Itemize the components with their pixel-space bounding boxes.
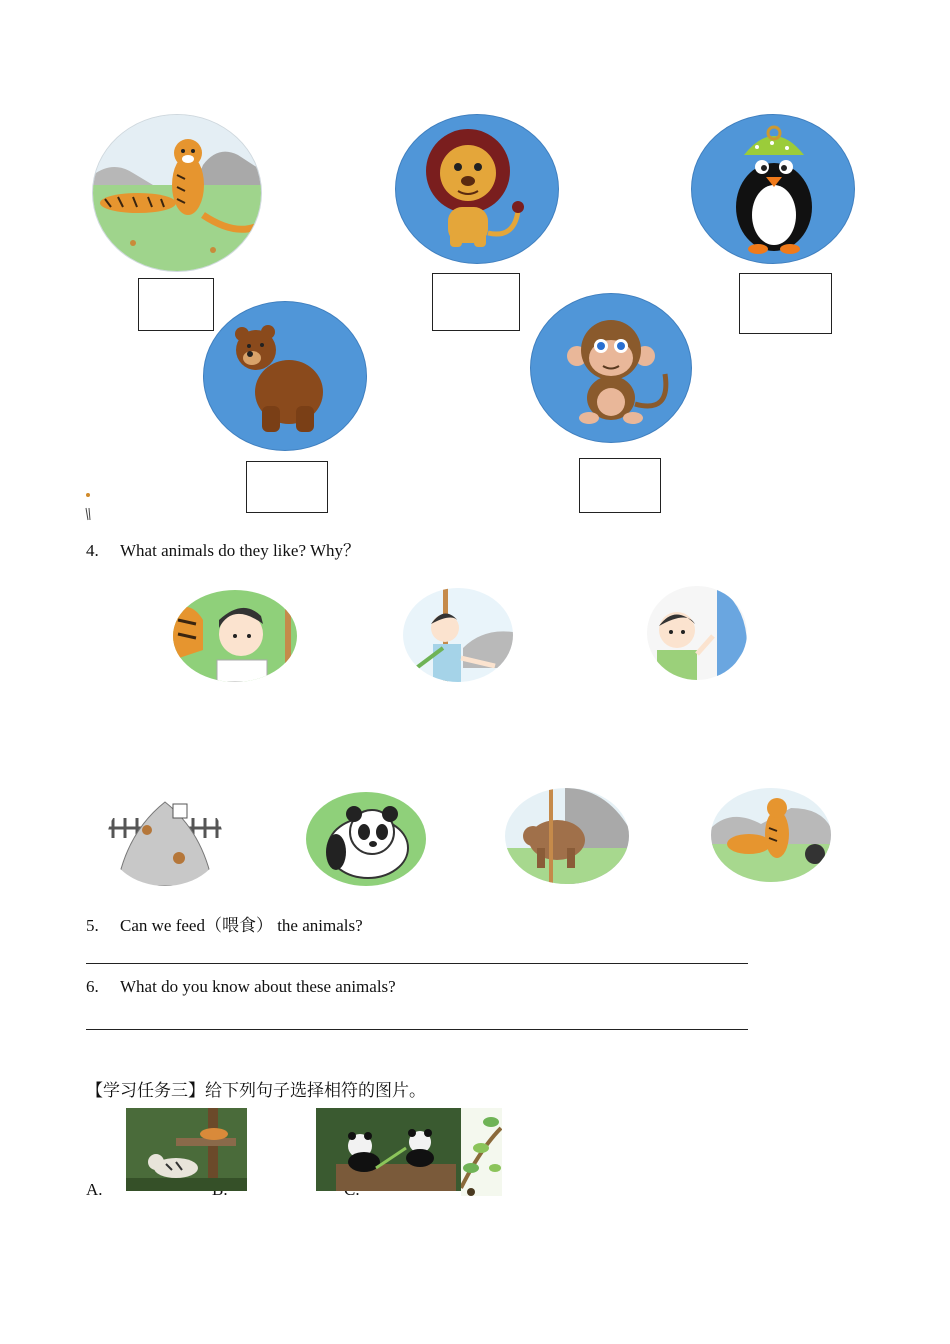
- boy-holding-hand-picture: [647, 586, 747, 680]
- question-6: [86, 977, 396, 997]
- bear-enclosure-picture: [505, 788, 629, 884]
- bear-picture: [203, 301, 367, 451]
- question-number: 6.: [86, 977, 99, 996]
- answer-box-1[interactable]: [138, 278, 214, 331]
- question-text: What do you know about these animals?: [120, 977, 396, 996]
- task-3-heading: 【学习任务三】给下列句子选择相符的图片。: [86, 1081, 426, 1101]
- penguin-picture: [691, 114, 855, 264]
- question-number: 5.: [86, 916, 99, 935]
- answer-box-4[interactable]: [246, 461, 328, 513]
- question-4: [86, 536, 360, 561]
- tigers-photo[interactable]: [126, 1108, 247, 1191]
- question-5: [86, 911, 363, 936]
- pandas-photo[interactable]: [316, 1108, 461, 1191]
- boy-with-tiger-picture: [173, 590, 297, 682]
- lion-picture: [395, 114, 559, 264]
- monkey-tree-photo[interactable]: [461, 1108, 502, 1196]
- monkey-picture: [530, 293, 692, 443]
- answer-box-2[interactable]: [432, 273, 520, 331]
- answer-line-6[interactable]: [86, 1029, 748, 1030]
- tiger-enclosure-picture: [711, 788, 831, 882]
- answer-line-5[interactable]: [86, 963, 748, 964]
- question-number: 4.: [86, 541, 99, 560]
- stray-mark: [85, 492, 91, 522]
- panda-picture: [306, 792, 426, 886]
- woman-pointing-picture: [403, 588, 513, 682]
- question-text: What animals do they like? Why？: [120, 541, 360, 560]
- answer-box-5[interactable]: [579, 458, 661, 513]
- question-text: Can we feed（喂食） the animals?: [120, 916, 363, 935]
- option-a-label: A.: [86, 1180, 103, 1199]
- tigers-picture: [92, 114, 262, 272]
- answer-box-3[interactable]: [739, 273, 832, 334]
- monkeys-rocks-picture: [107, 792, 223, 886]
